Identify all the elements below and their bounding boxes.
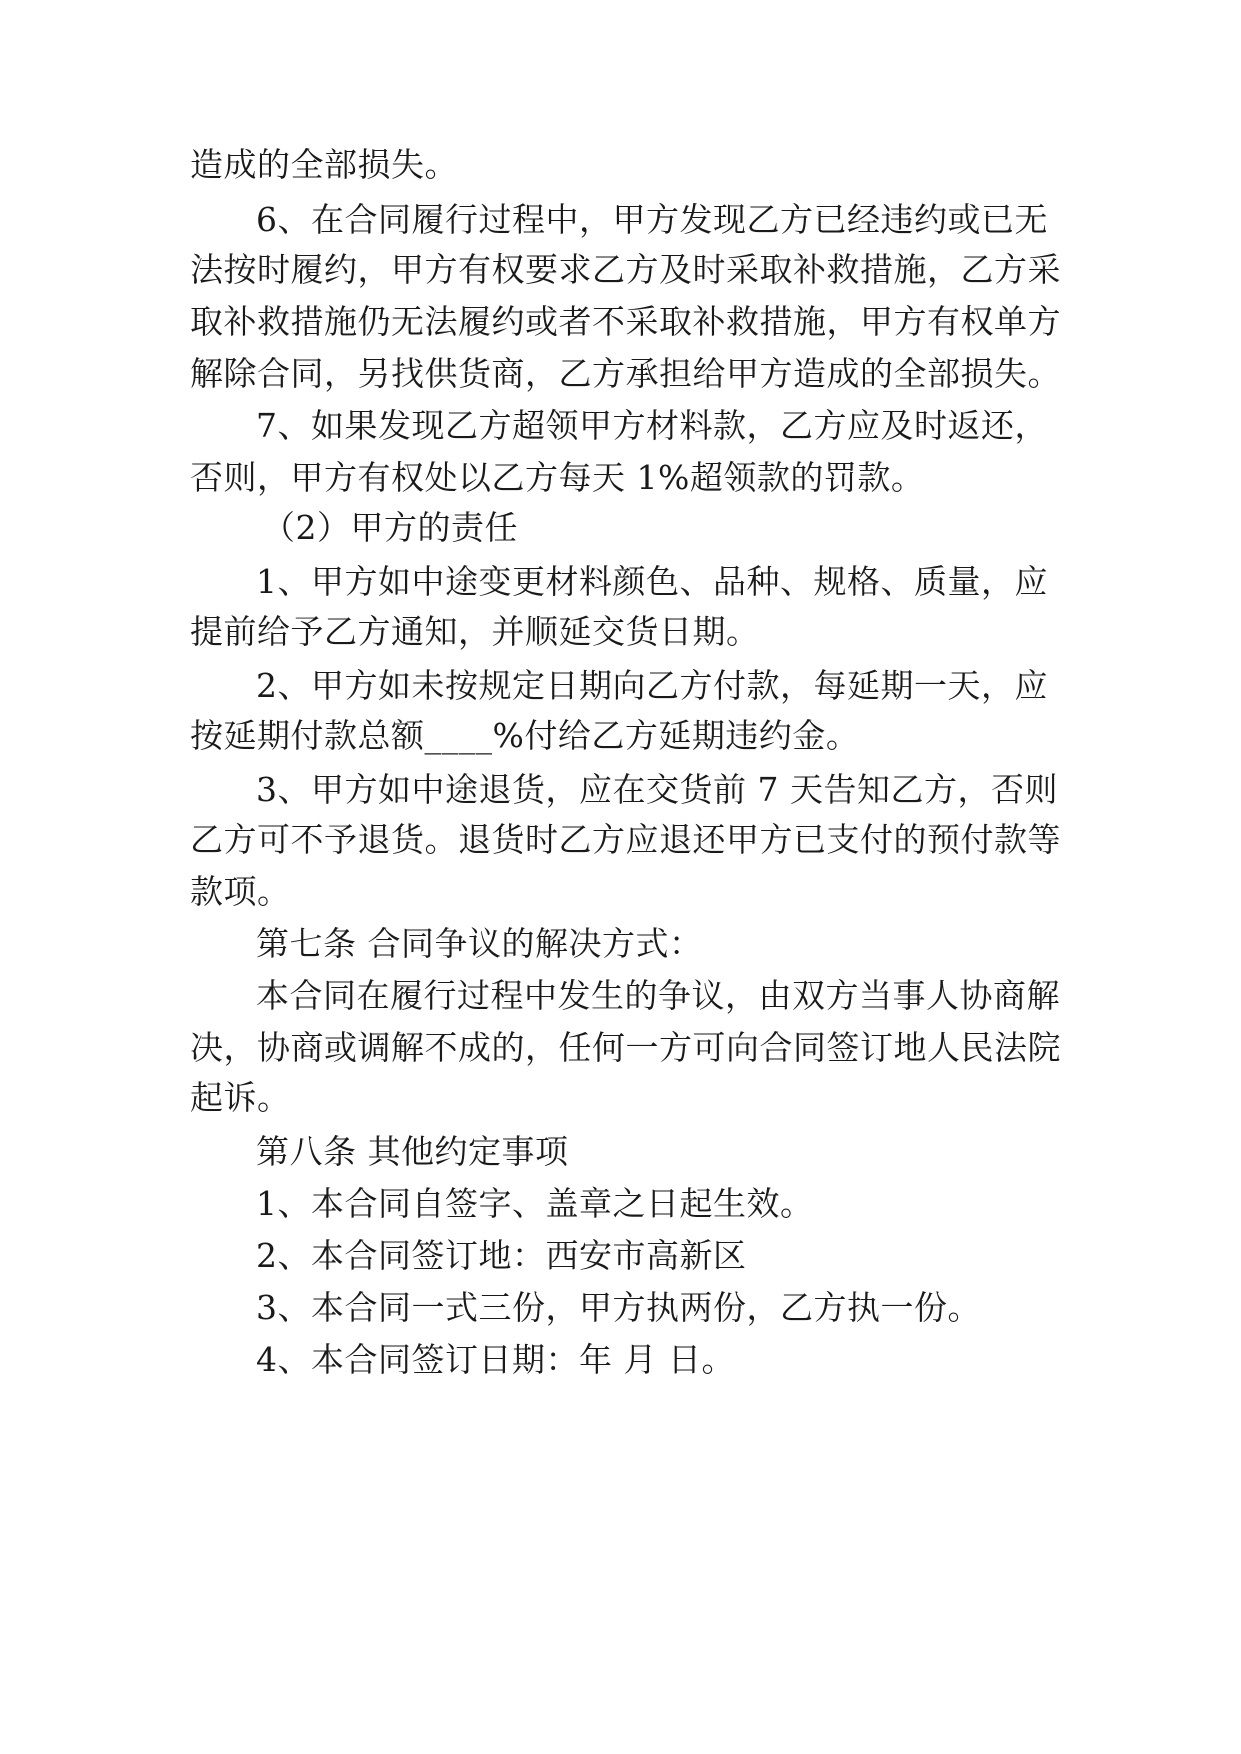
text-line: 提前给予乙方通知，并顺延交货日期。 <box>190 612 760 651</box>
article-7-body: 本合同在履行过程中发生的争议，由双方当事人协商解 <box>256 976 1060 1015</box>
text-line: 乙方可不予退货。退货时乙方应退还甲方已支付的预付款等 <box>190 820 1061 859</box>
text-line: 否则，甲方有权处以乙方每天 1%超领款的罚款。 <box>190 458 925 497</box>
section-heading-party-a: （2）甲方的责任 <box>262 508 518 547</box>
text-line: 取补救措施仍无法履约或者不采取补救措施，甲方有权单方 <box>190 302 1061 341</box>
text-line: 款项。 <box>190 872 291 911</box>
text-line: 按延期付款总额____%付给乙方延期违约金。 <box>190 716 860 755</box>
article-8-item-3: 3、本合同一式三份，甲方执两份，乙方执一份。 <box>256 1288 981 1327</box>
text-line: 解除合同，另找供货商，乙方承担给甲方造成的全部损失。 <box>190 354 1061 393</box>
text-line: 起诉。 <box>190 1078 291 1117</box>
article-8-item-4: 4、本合同签订日期：年 月 日。 <box>256 1340 735 1379</box>
article-8-heading: 第八条 其他约定事项 <box>256 1132 569 1171</box>
article-8-item-1: 1、本合同自签字、盖章之日起生效。 <box>256 1184 814 1223</box>
article-8-item-2: 2、本合同签订地：西安市高新区 <box>256 1236 747 1275</box>
text-line: 法按时履约，甲方有权要求乙方及时采取补救措施，乙方采 <box>190 250 1061 289</box>
article-7-heading: 第七条 合同争议的解决方式： <box>256 924 703 963</box>
clause-1: 1、甲方如中途变更材料颜色、品种、规格、质量，应 <box>256 562 1048 601</box>
clause-3: 3、甲方如中途退货，应在交货前 7 天告知乙方，否则 <box>256 770 1058 809</box>
text-line: 造成的全部损失。 <box>190 145 458 184</box>
clause-2: 2、甲方如未按规定日期向乙方付款，每延期一天，应 <box>256 666 1048 705</box>
clause-6: 6、在合同履行过程中，甲方发现乙方已经违约或已无 <box>256 200 1048 239</box>
clause-7: 7、如果发现乙方超领甲方材料款，乙方应及时返还， <box>256 406 1048 445</box>
text-line: 决，协商或调解不成的，任何一方可向合同签订地人民法院 <box>190 1028 1061 1067</box>
